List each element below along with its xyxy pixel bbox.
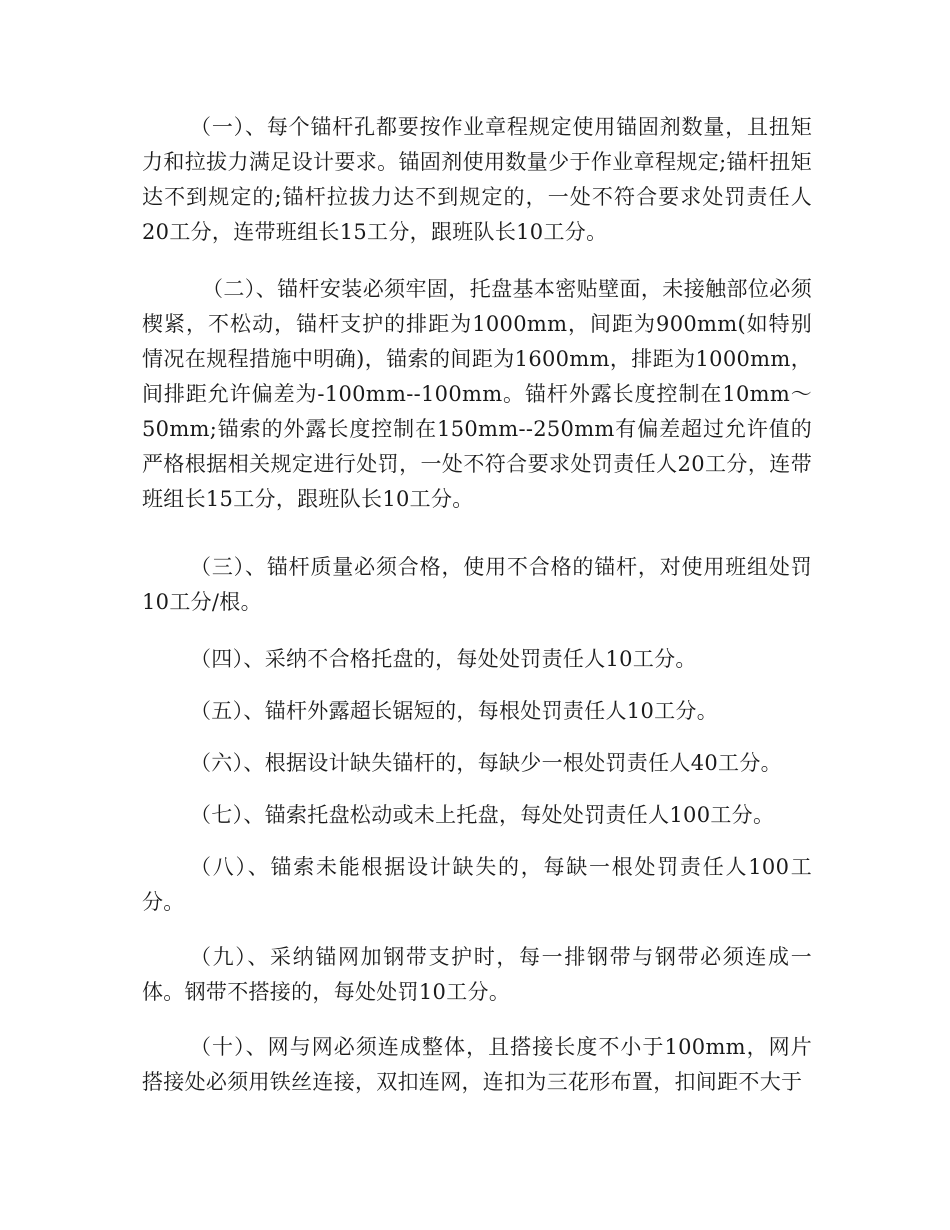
paragraph-4: （四）、采纳不合格托盘的，每处处罚责任人10工分。 bbox=[190, 647, 697, 671]
paragraph-8: （八）、锚索未能根据设计缺失的，每缺一根处罚责任人100工分。 bbox=[142, 855, 812, 914]
paragraph-2: （二）、锚杆安装必须牢固，托盘基本密贴壁面，未接触部位必须楔紧，不松动，锚杆支护的排距为1000mm，间距为900mm(如特别情况在规程措施中明确)，锚索的间距为1600mm，排距为1000mm，间排距允许偏差为-100mm--100mm。锚杆外露长度控制在10mm～50mm;锚索的外露长度控制在150mm--250mm有偏差超过允许值的严格根据相关规定进行处罚，一处不符合要求处罚责任人20工分，连带班组长15工分，跟班队长10工分。 bbox=[142, 277, 812, 511]
paragraph-9: （九）、采纳锚网加钢带支护时，每一排钢带与钢带必须连成一体。钢带不搭接的，每处处罚10工分。 bbox=[142, 945, 812, 1004]
paragraph-3: （三）、锚杆质量必须合格，使用不合格的锚杆，对使用班组处罚10工分/根。 bbox=[142, 555, 812, 614]
paragraph-7: （七）、锚索托盘松动或未上托盘，每处处罚责任人100工分。 bbox=[190, 803, 775, 827]
paragraph-10: （十）、网与网必须连成整体，且搭接长度不小于100mm，网片搭接处必须用铁丝连接，双扣连网，连扣为三花形布置，扣间距不大于 bbox=[142, 1035, 812, 1094]
paragraph-6: （六）、根据设计缺失锚杆的，每缺少一根处罚责任人40工分。 bbox=[190, 751, 782, 775]
paragraph-1: （一）、每个锚杆孔都要按作业章程规定使用锚固剂数量，且扭矩力和拉拔力满足设计要求。锚固剂使用数量少于作业章程规定;锚杆扭矩达不到规定的;锚杆拉拔力达不到规定的，一处不符合要求处罚责任人20工分，连带班组长15工分，跟班队长10工分。 bbox=[142, 115, 812, 244]
paragraph-5: （五）、锚杆外露超长锯短的，每根处罚责任人10工分。 bbox=[190, 699, 719, 723]
